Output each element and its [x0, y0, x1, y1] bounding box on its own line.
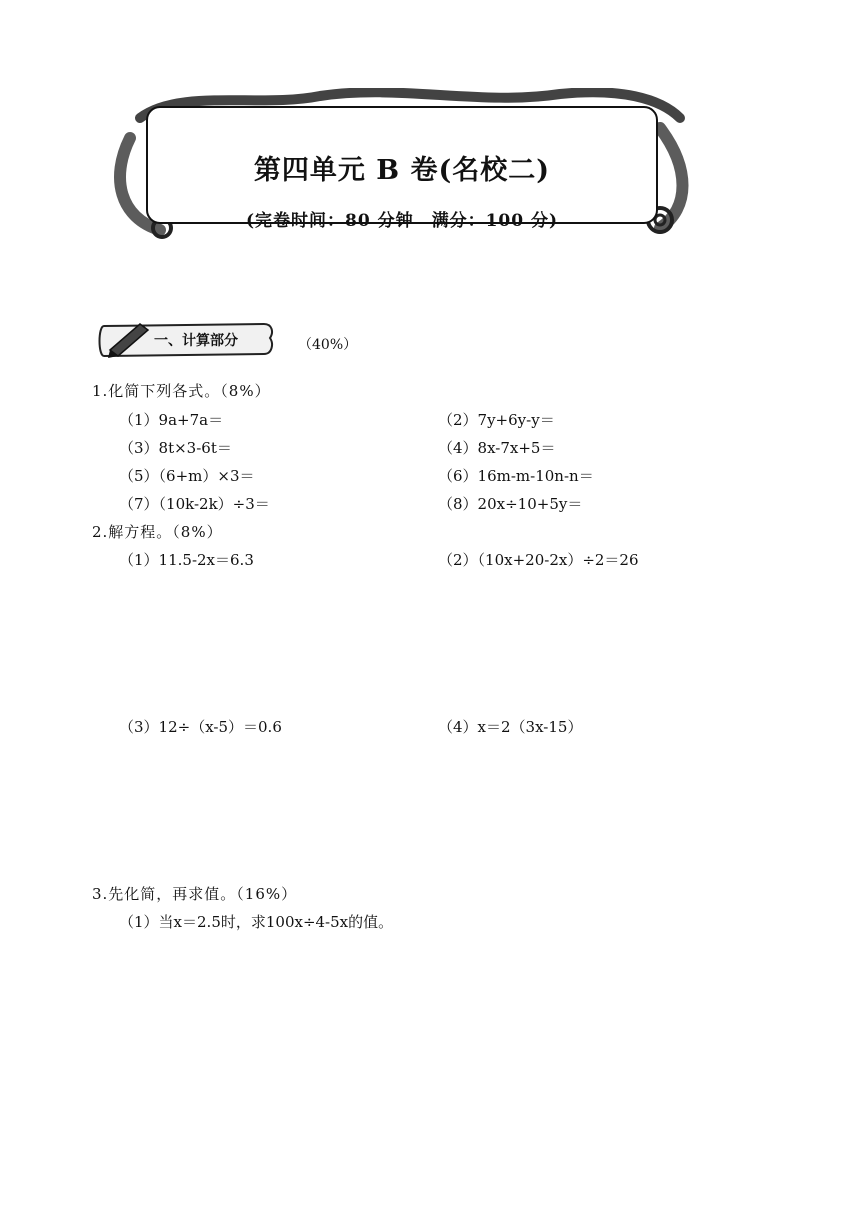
banner-frame: [146, 106, 658, 231]
page-title: 第四单元 B 卷(名校二): [253, 155, 551, 186]
q1-item: （3）8t×3-6t＝: [119, 439, 232, 457]
q1-item: （8）20x÷10+5y＝: [438, 495, 583, 513]
section-percent: （40%）: [298, 337, 358, 353]
q1-item: （4）8x-7x+5＝: [438, 439, 556, 457]
section-label: 一、计算部分: [154, 333, 238, 349]
q1-item: （6）16m-m-10n-n＝: [438, 467, 594, 485]
q1-item: （7）（10k-2k）÷3＝: [119, 495, 270, 513]
q2-item: （1）11.5-2x＝6.3: [119, 551, 254, 569]
question-1-title: 1.化简下列各式。（8%）: [92, 382, 271, 400]
question-2-title: 2.解方程。（8%）: [92, 523, 223, 541]
header-banner: [100, 88, 700, 248]
q2-item: （3）12÷（x-5）＝0.6: [119, 718, 282, 736]
q3-item: （1）当x＝2.5时，求100x÷4-5x的值。: [119, 913, 394, 931]
question-3-title: 3.先化简，再求值。（16%）: [92, 885, 298, 903]
q2-item: （2）（10x+20-2x）÷2＝26: [438, 551, 639, 569]
exam-info: (完卷时间：80 分钟 满分：100 分): [245, 211, 559, 231]
q1-item: （2）7y+6y-y＝: [438, 411, 555, 429]
q1-item: （1）9a+7a＝: [119, 411, 224, 429]
q2-item: （4）x＝2（3x-15）: [438, 718, 583, 736]
section-tag: [96, 318, 276, 360]
q1-item: （5）（6+m）×3＝: [119, 467, 255, 485]
